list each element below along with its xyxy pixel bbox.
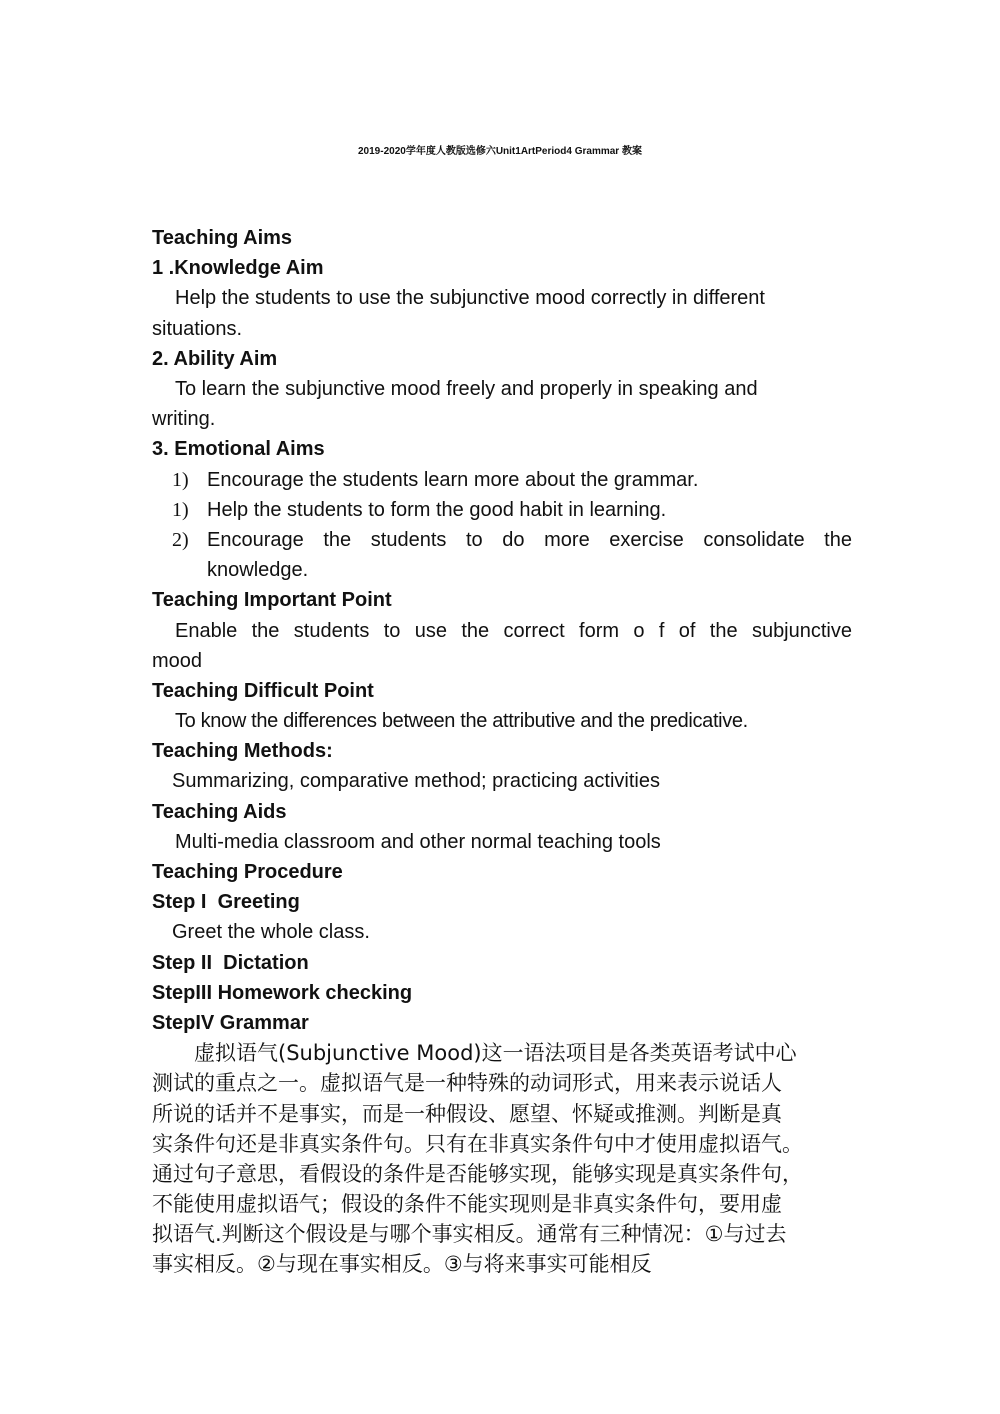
list-number: 1) [172, 468, 189, 491]
grammar-paragraph-line: 测试的重点之一。虚拟语气是一种特殊的动词形式，用来表示说话人 [152, 1071, 782, 1096]
important-point-text-line-1: Enable the students to use the correct form o f of the subjunctive [175, 619, 852, 642]
difficult-point-text: To know the differences between the attributive and the predicative. [175, 710, 748, 733]
procedure-heading: Teaching Procedure [152, 861, 343, 883]
step-3-heading: StepIII Homework checking [152, 981, 413, 1004]
aids-text: Multi-media classroom and other normal teaching tools [175, 830, 661, 853]
list-text: Encourage the students to do more exercise consolidate the [207, 528, 852, 551]
methods-heading: Teaching Methods: [152, 740, 333, 763]
list-number: 2) [172, 528, 189, 551]
emotional-aim-item [152, 495, 852, 525]
teaching-aims-heading: Teaching Aims [152, 227, 293, 249]
grammar-paragraph-line: 拟语气.判断这个假设是与哪个事实相反。通常有三种情况：①与过去 [152, 1222, 787, 1247]
grammar-paragraph-line: 事实相反。②与现在事实相反。③与将来事实可能相反 [152, 1252, 652, 1277]
list-text-continuation: knowledge. [207, 559, 309, 582]
emotional-aim-item [152, 525, 852, 555]
step-1-heading: Step I Greeting [152, 891, 300, 914]
emotional-aim-item [152, 465, 852, 495]
document-body [152, 223, 852, 1280]
emotional-aims-heading: 3. Emotional Aims [152, 438, 325, 461]
difficult-point-heading: Teaching Difficult Point [152, 679, 374, 702]
document-title: 2019-2020学年度人教版选修六Unit1ArtPeriod4 Grammar 教案 [358, 146, 642, 157]
step-4-heading: StepIV Grammar [152, 1011, 309, 1034]
grammar-paragraph-line: 不能使用虚拟语气；假设的条件不能实现则是非真实条件句，要用虚 [152, 1192, 782, 1217]
list-text: Encourage the students learn more about the grammar. [207, 468, 699, 491]
list-text: Help the students to form the good habit in learning. [207, 498, 667, 521]
important-point-heading: Teaching Important Point [152, 589, 392, 612]
emotional-aim-item-continuation [152, 555, 852, 585]
grammar-paragraph-line: 虚拟语气(Subjunctive Mood)这一语法项目是各类英语考试中心 [194, 1041, 797, 1066]
ability-aim-heading: 2. Ability Aim [152, 347, 278, 370]
ability-aim-text-line-1: To learn the subjunctive mood freely and properly in speaking and [175, 377, 758, 400]
list-number: 1) [172, 498, 189, 521]
methods-text: Summarizing, comparative method; practicing activities [172, 770, 660, 793]
important-point-text-line-2: mood [152, 649, 203, 672]
grammar-paragraph-line: 通过句子意思，看假设的条件是否能够实现，能够实现是真实条件句， [152, 1161, 803, 1186]
aids-heading: Teaching Aids [152, 800, 287, 823]
step-1-text: Greet the whole class. [172, 921, 370, 944]
ability-aim-text-line-2: writing. [152, 408, 216, 431]
knowledge-aim-text-line-1: Help the students to use the subjunctive mood correctly in different [175, 287, 765, 310]
knowledge-aim-heading: 1 .Knowledge Aim [152, 257, 324, 280]
grammar-paragraph-line: 实条件句还是非真实条件句。只有在非真实条件句中才使用虚拟语气。 [152, 1131, 803, 1156]
step-2-heading: Step II Dictation [152, 951, 309, 974]
grammar-paragraph [152, 1038, 852, 1280]
grammar-paragraph-line: 所说的话并不是事实，而是一种假设、愿望、怀疑或推测。判断是真 [152, 1101, 782, 1126]
knowledge-aim-text-line-2: situations. [152, 317, 243, 340]
